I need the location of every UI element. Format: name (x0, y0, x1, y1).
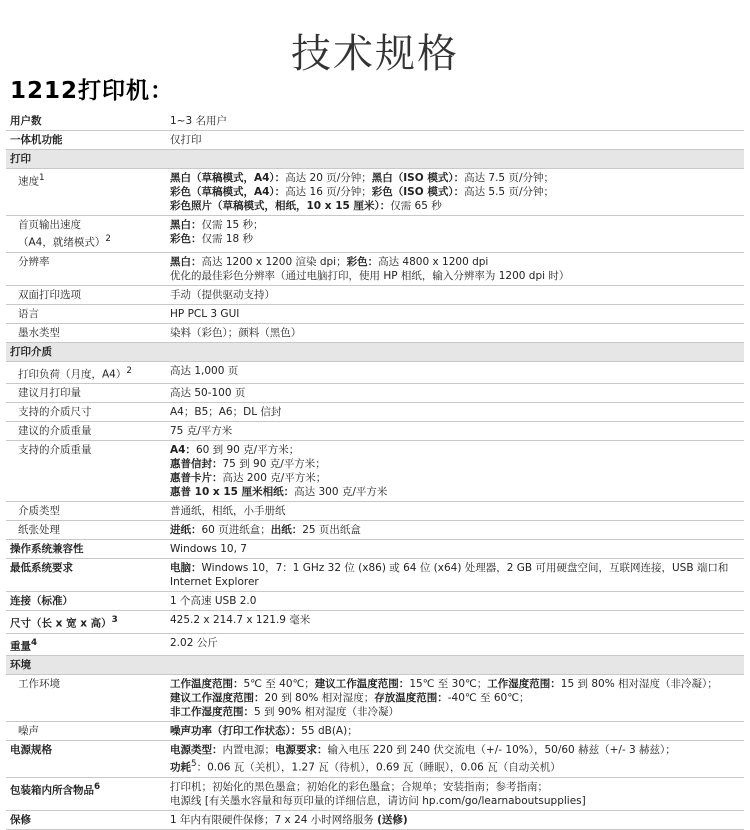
row-label: 支持的介质尺寸 (6, 403, 166, 422)
section-title: 环境 (6, 656, 744, 675)
row-value: 手动（提供驱动支持） (166, 285, 744, 304)
section-header (6, 656, 744, 675)
row-label: 一体机功能 (6, 131, 166, 150)
row-label: 速度 (18, 175, 39, 188)
section-header (6, 150, 744, 169)
table-row (6, 502, 744, 521)
row-value: 黑白：仅需 15 秒； 彩色：仅需 18 秒 (166, 216, 744, 253)
row-label: 双面打印选项 (6, 285, 166, 304)
row-label: 纸张处理 (6, 521, 166, 540)
row-value: 电脑：Windows 10，7：1 GHz 32 位 (x86) 或 64 位 (x64) 处理器，2 GB 可用硬盘空间，互联网连接，USB 端口和 Internet Explorer (166, 559, 744, 592)
row-label: 支持的介质重量 (6, 441, 166, 502)
table-row (6, 441, 744, 502)
footnote-mark: 6 (94, 781, 101, 792)
row-value: 黑白：高达 1200 x 1200 渲染 dpi；彩色：高达 4800 x 1200 dpi 优化的最佳彩色分辨率（通过电脑打印，使用 HP 相纸，输入分辨率为 1200 dpi 时） (166, 252, 744, 285)
row-value: 打印机；初始化的黑色墨盒；初始化的彩色墨盒；合规单；安装指南；参考指南； 电源线 [有关墨水容量和每页印量的详细信息，请访问 hp.com/go/learnaboutsupplies] (166, 777, 744, 810)
row-label: 尺寸（长 x 宽 x 高） (10, 617, 112, 630)
row-value: 高达 1,000 页 (166, 361, 744, 384)
table-row (6, 252, 744, 285)
row-value: A4；B5；A6；DL 信封 (166, 403, 744, 422)
row-label: 墨水类型 (6, 323, 166, 342)
row-label: 最低系统要求 (6, 559, 166, 592)
footnote-mark: 5 (191, 759, 197, 769)
table-row (6, 422, 744, 441)
table-row (6, 540, 744, 559)
table-row: 首页输出速度 （A4，就绪模式）$^2$ 黑白：仅需 15 秒； 彩色：仅需 18 秒 (6, 216, 744, 253)
row-label: 噪声 (6, 722, 166, 741)
row-label: 介质类型 (6, 502, 166, 521)
section-header (6, 342, 744, 361)
table-row (6, 304, 744, 323)
row-value: 1~3 名用户 (166, 112, 744, 131)
table-row (6, 403, 744, 422)
section-title: 打印 (6, 150, 744, 169)
table-row (6, 722, 744, 741)
row-value: HP PCL 3 GUI (166, 304, 744, 323)
row-label: 语言 (6, 304, 166, 323)
row-label: 保修 (6, 810, 166, 829)
row-value: 电源类型：内置电源；电源要求：输入电压 220 到 240 伏交流电（+/- 10%），50/60 赫兹（+/- 3 赫兹）； 功耗$^5$：0.06 瓦（关机），1.27 瓦（待机），0.69 瓦（睡眠），0.06 瓦（自动关机） (166, 741, 744, 778)
table-row (6, 777, 744, 810)
table-row (6, 675, 744, 722)
table-row (6, 633, 744, 656)
section-title: 打印介质 (6, 342, 744, 361)
row-label: 工作环境 (6, 675, 166, 722)
row-label: 重量 (10, 640, 31, 652)
row-value: 普通纸，相纸，小手册纸 (166, 502, 744, 521)
row-label: 操作系统兼容性 (6, 540, 166, 559)
table-row (6, 384, 744, 403)
row-label: 电源规格 (6, 741, 166, 778)
row-value: Windows 10, 7 (166, 540, 744, 559)
table-row (6, 131, 744, 150)
table-row (6, 323, 744, 342)
row-value: 2.02 公斤 (166, 633, 744, 656)
row-value: 工作温度范围：5℃ 至 40℃；建议工作温度范围：15℃ 至 30℃；工作湿度范围：15 到 80% 相对湿度（非冷凝）； 建议工作湿度范围：20 到 80% 相对湿度；存放温度范围：-40℃ 至 60℃； 非工作湿度范围：5 到 90% 相对湿度（非冷凝） (166, 675, 744, 722)
row-value: A4：60 到 90 克/平方米； 惠普信封：75 到 90 克/平方米； 惠普卡片：高达 200 克/平方米； 惠普 10 x 15 厘米相纸：高达 300 克/平方米 (166, 441, 744, 502)
spec-table (6, 112, 744, 830)
row-value: 425.2 x 214.7 x 121.9 毫米 (166, 611, 744, 634)
row-label: 分辨率 (6, 252, 166, 285)
table-row (6, 521, 744, 540)
table-row (6, 169, 744, 216)
table-row (6, 592, 744, 611)
table-row (6, 611, 744, 634)
footnote-mark: 2 (126, 365, 132, 376)
table-row (6, 285, 744, 304)
table-row (6, 559, 744, 592)
footnote-mark: 2 (105, 234, 111, 244)
row-value: 高达 50-100 页 (166, 384, 744, 403)
row-label: 连接（标准） (6, 592, 166, 611)
footnote-mark: 4 (31, 637, 38, 648)
row-label: 首页输出速度 (18, 219, 81, 231)
footnote-mark: 1 (39, 173, 45, 183)
table-row (6, 112, 744, 131)
row-value: 1 年内有限硬件保修；7 x 24 小时网络服务 (送修) (166, 810, 744, 829)
table-row (6, 741, 744, 778)
row-label: 建议的介质重量 (6, 422, 166, 441)
row-value: 仅打印 (166, 131, 744, 150)
model-heading: 1212打印机： (10, 78, 175, 104)
row-label: 包装箱内所含物品 (10, 784, 94, 796)
footnote-mark: 3 (111, 615, 118, 625)
row-label: 建议月打印量 (6, 384, 166, 403)
table-row (6, 810, 744, 829)
row-value: 染料（彩色）；颜料（黑色） (166, 323, 744, 342)
table-row (6, 361, 744, 384)
page-title: 技术规格 (291, 31, 459, 77)
row-value: 75 克/平方米 (166, 422, 744, 441)
row-value: 黑白（草稿模式，A4）：高达 20 页/分钟；黑白（ISO 模式）：高达 7.5 页/分钟； 彩色（草稿模式，A4）：高达 16 页/分钟；彩色（ISO 模式）：高达 5.5 页/分钟； 彩色照片（草稿模式，相纸，10 x 15 厘米）：仅需 65 秒 (166, 169, 744, 216)
row-value: 1 个高速 USB 2.0 (166, 592, 744, 611)
row-value: 噪声功率（打印工作状态）：55 dB(A)； (166, 722, 744, 741)
row-label: 打印负荷（月度，A4） (18, 368, 127, 380)
row-value: 进纸：60 页进纸盒；出纸：25 页出纸盒 (166, 521, 744, 540)
row-label: 用户数 (6, 112, 166, 131)
